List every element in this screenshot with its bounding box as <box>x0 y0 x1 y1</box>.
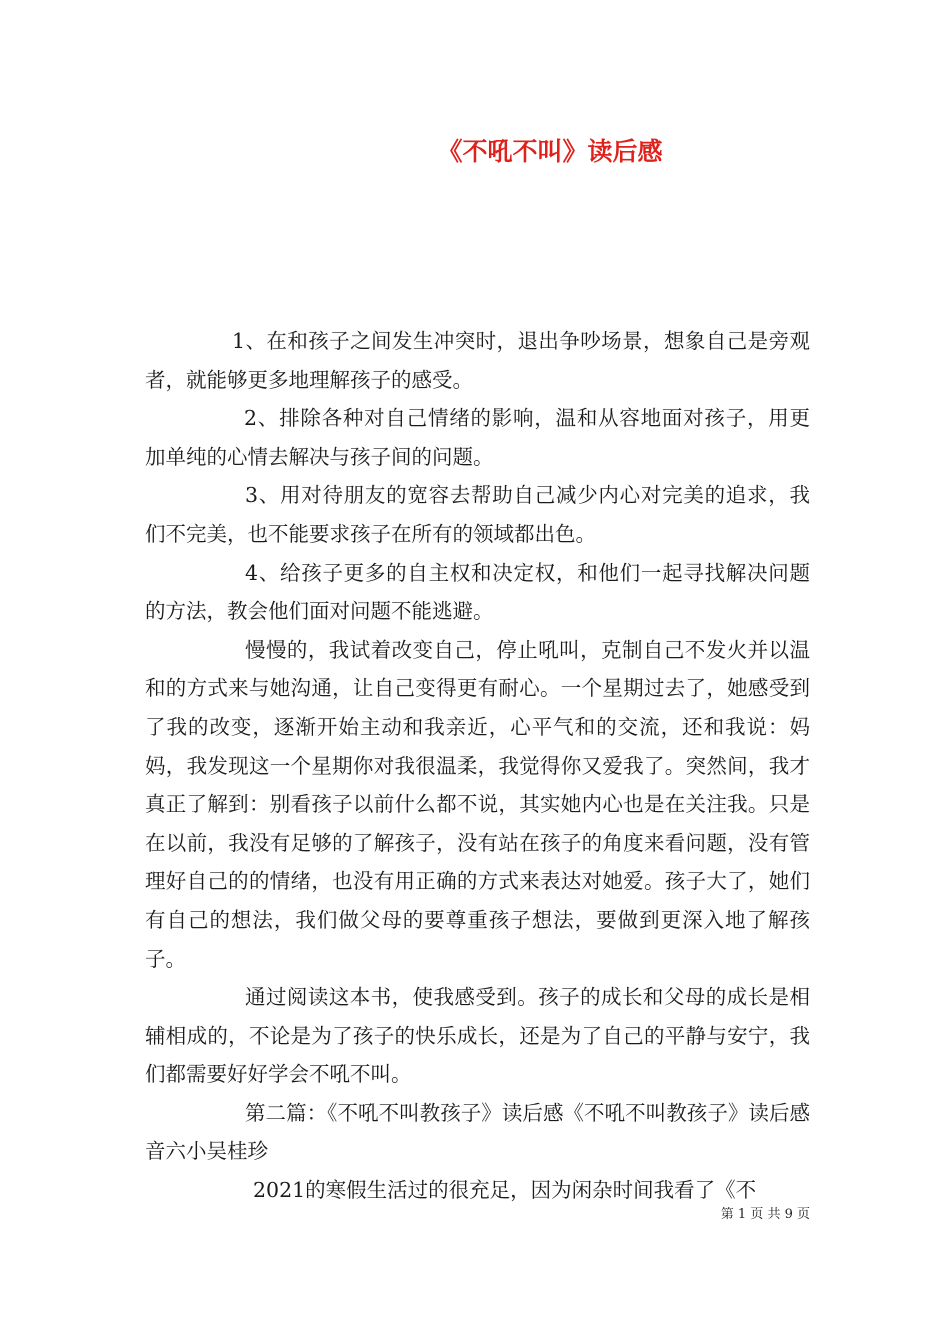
paragraph-8: 2021的寒假生活过的很充足，因为闲杂时间我看了《不 <box>253 1178 757 1203</box>
paragraph-3: 3、用对待朋友的宽容去帮助自己减少内心对完美的追求，我们不完美，也不能要求孩子在所有的领域都出色。 <box>145 483 810 546</box>
paragraph-1: 1、在和孩子之间发生冲突时，退出争吵场景，想象自己是旁观者，就能够更多地理解孩子的感受。 <box>145 329 810 392</box>
document-body <box>145 322 810 1210</box>
paragraph-4: 4、给孩子更多的自主权和决定权，和他们一起寻找解决问题的方法，教会他们面对问题不能逃避。 <box>145 560 810 624</box>
page-number-footer: 第 1 页 共 9 页 <box>720 1207 810 1222</box>
paragraph-7: 第二篇：《不吼不叫教孩子》读后感《不吼不叫教孩子》读后感音六小吴桂珍 <box>145 1100 810 1164</box>
document-title: 《不吼不叫》读后感 <box>437 137 663 166</box>
paragraph-5: 慢慢的，我试着改变自己，停止吼叫，克制自己不发火并以温和的方式来与她沟通，让自己变得更有耐心。一个星期过去了，她感受到了我的改变，逐渐开始主动和我亲近，心平气和的交流，还和我说：妈妈，我发现这一个星期你对我很温柔，我觉得你又爱我了。突然间，我才真正了解到：别看孩子以前什么都不说，其实她内心也是在关注我。只是在以前，我没有足够的了解孩子，没有站在孩子的角度来看问题，没有管理好自己的的情绪，也没有用正确的方式来表达对她爱。孩子大了，她们有自己的想法，我们做父母的要尊重孩子想法，要做到更深入地了解孩子。 <box>145 637 810 971</box>
paragraph-6: 通过阅读这本书，使我感受到。孩子的成长和父母的成长是相辅相成的，不论是为了孩子的快乐成长，还是为了自己的平静与安宁，我们都需要好好学会不吼不叫。 <box>145 985 810 1087</box>
paragraph-2: 2、排除各种对自己情绪的影响，温和从容地面对孩子，用更加单纯的心情去解决与孩子间的问题。 <box>145 406 810 469</box>
